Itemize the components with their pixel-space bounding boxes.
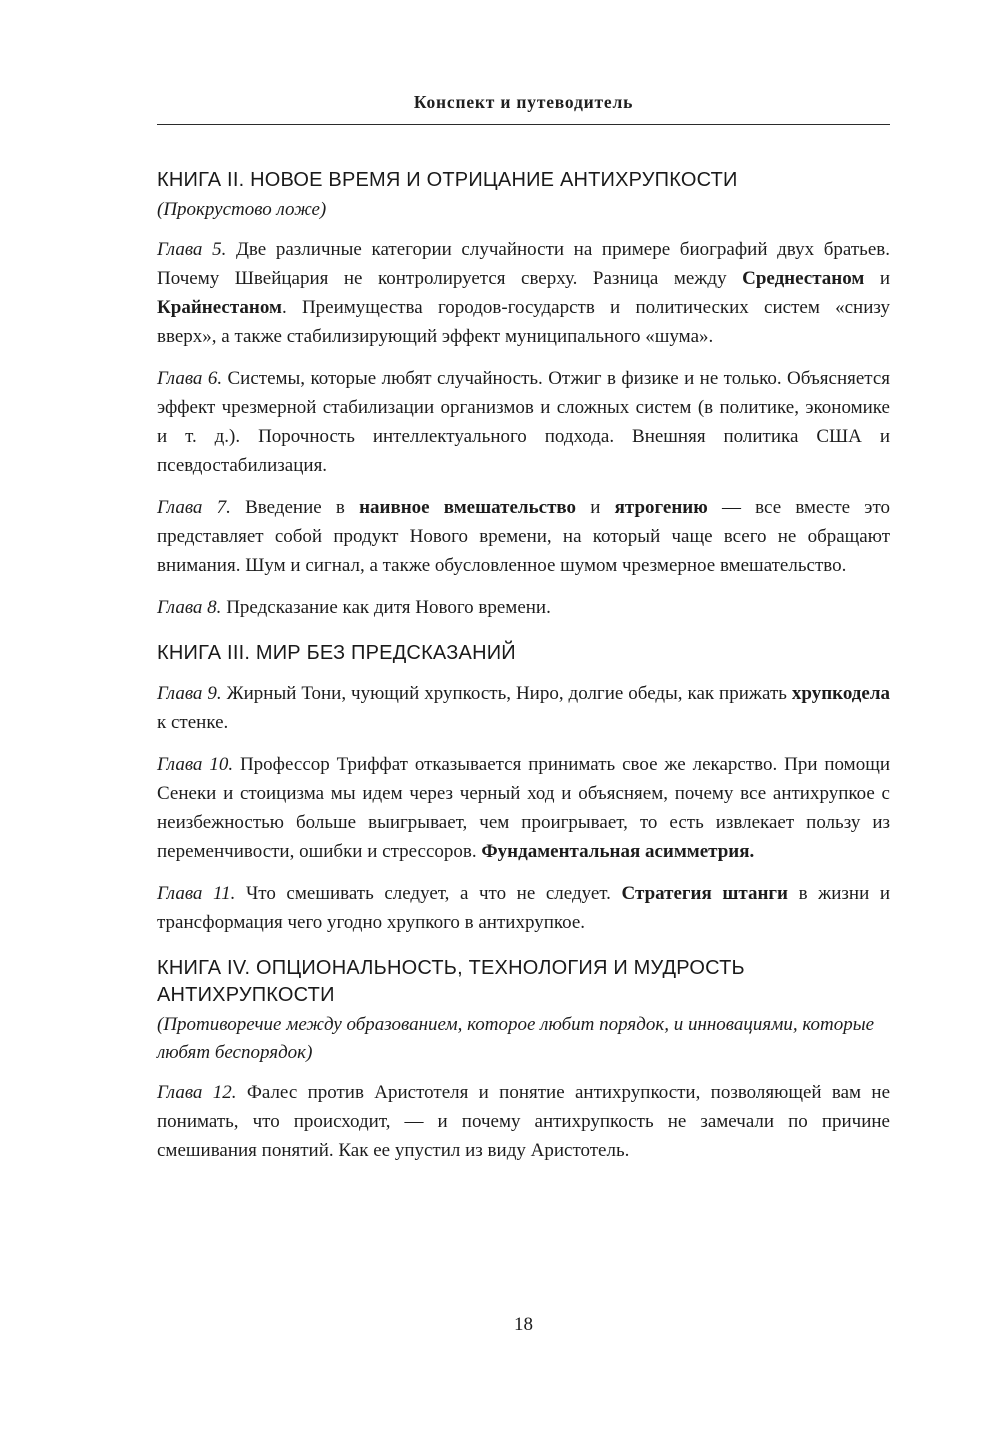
body-text: . Преимущества городов-государств и политических систем «снизу вверх», а также стабилизирующий эффект муниципального «шума». [157, 297, 890, 347]
body-text: Профессор Триффат отказывается принимать свое же лекарство. При помощи Сенеки и стоицизма мы идем через черный ход и объясняем, почему все антихрупкое с неизбежностью больше выигрывает, чем проигрывает, то есть извлекает пользу из переменчивости, ошибки и стрессоров. [157, 754, 891, 862]
chapter-paragraph [157, 879, 890, 937]
bold-term: Стратегия штанги [621, 883, 788, 904]
body-text: Фалес против Аристотеля и понятие антихрупкости, позволяющей вам не понимать, что происходит, — и почему антихрупкость не замечали по причине смешивания понятий. Как ее упустил из виду Аристотель. [157, 1082, 891, 1161]
section-heading: КНИГА II. НОВОЕ ВРЕМЯ И ОТРИЦАНИЕ АНТИХРУПКОСТИ [157, 169, 738, 191]
page-header [0, 0, 1000, 125]
book-section [157, 955, 890, 1165]
bold-term: Крайнестаном [157, 297, 282, 318]
chapter-paragraph [157, 235, 890, 351]
bold-term: ятрогению [614, 497, 708, 518]
section-subtitle: (Прокрустово ложе) [157, 199, 327, 220]
chapter-label: Глава 10. [157, 754, 234, 775]
section-heading: КНИГА III. МИР БЕЗ ПРЕДСКАЗАНИЙ [157, 642, 516, 664]
body-text: Жирный Тони, чующий хрупкость, Ниро, долгие обеды, как прижать [221, 683, 792, 704]
page-number: 18 [514, 1314, 533, 1335]
body-text: и [576, 497, 615, 518]
body-text: Две различные категории случайности на примере биографий двух братьев. Почему Швейцария не контролируется сверху. Разница между [157, 239, 890, 289]
body-text: Предсказание как дитя Нового времени. [221, 597, 551, 618]
chapter-label: Глава 6. [157, 368, 223, 389]
body-text: и [864, 268, 891, 289]
section-subtitle: (Противоречие между образованием, которое любит порядок, и инновациями, которые любят беспорядок) [157, 1014, 875, 1063]
body-text: в жизни и трансформация чего угодно хрупкого в антихрупкое. [157, 883, 891, 933]
chapter-paragraph [157, 593, 890, 622]
chapter-paragraph [157, 493, 890, 580]
chapter-paragraph [157, 1078, 890, 1165]
bold-term: хрупкодела [791, 683, 891, 704]
body-text: — все вместе это представляет собой продукт Нового времени, на который чаще всего не обращают внимания. Шум и сигнал, а также обусловленное шумом чрезмерное вмешательство. [157, 497, 890, 576]
body-text: Что смешивать следует, а что не следует. [235, 883, 622, 904]
chapter-paragraph [157, 679, 890, 737]
body-text: Введение в [230, 497, 360, 518]
chapter-label: Глава 5. [157, 239, 227, 260]
bold-term: Фундаментальная асимметрия. [481, 841, 755, 862]
chapter-paragraph [157, 750, 890, 866]
content [157, 125, 890, 1165]
chapter-label: Глава 7. [157, 497, 231, 518]
section-heading: КНИГА IV. ОПЦИОНАЛЬНОСТЬ, ТЕХНОЛОГИЯ И МУДРОСТЬ АНТИХРУПКОСТИ [157, 957, 745, 1006]
body-text: Системы, которые любят случайность. Отжиг в физике и не только. Объясняется эффект чрезмерной стабилизации организмов и сложных систем (в политике, экономике и т. д.). Порочность интеллектуального подхода. Внешняя политика США и псевдостабилизация. [157, 368, 890, 476]
chapter-paragraph [157, 364, 890, 480]
chapter-label: Глава 11. [157, 883, 236, 904]
chapter-label: Глава 9. [157, 683, 222, 704]
book-section [157, 167, 890, 622]
body-text: к стенке. [157, 712, 229, 733]
book-section [157, 640, 890, 937]
bold-term: Среднестаном [742, 268, 865, 289]
chapter-label: Глава 8. [157, 597, 222, 618]
bold-term: наивное вмешательство [359, 497, 577, 518]
running-header: Конспект и путеводитель [413, 92, 634, 112]
chapter-label: Глава 12. [157, 1082, 237, 1103]
